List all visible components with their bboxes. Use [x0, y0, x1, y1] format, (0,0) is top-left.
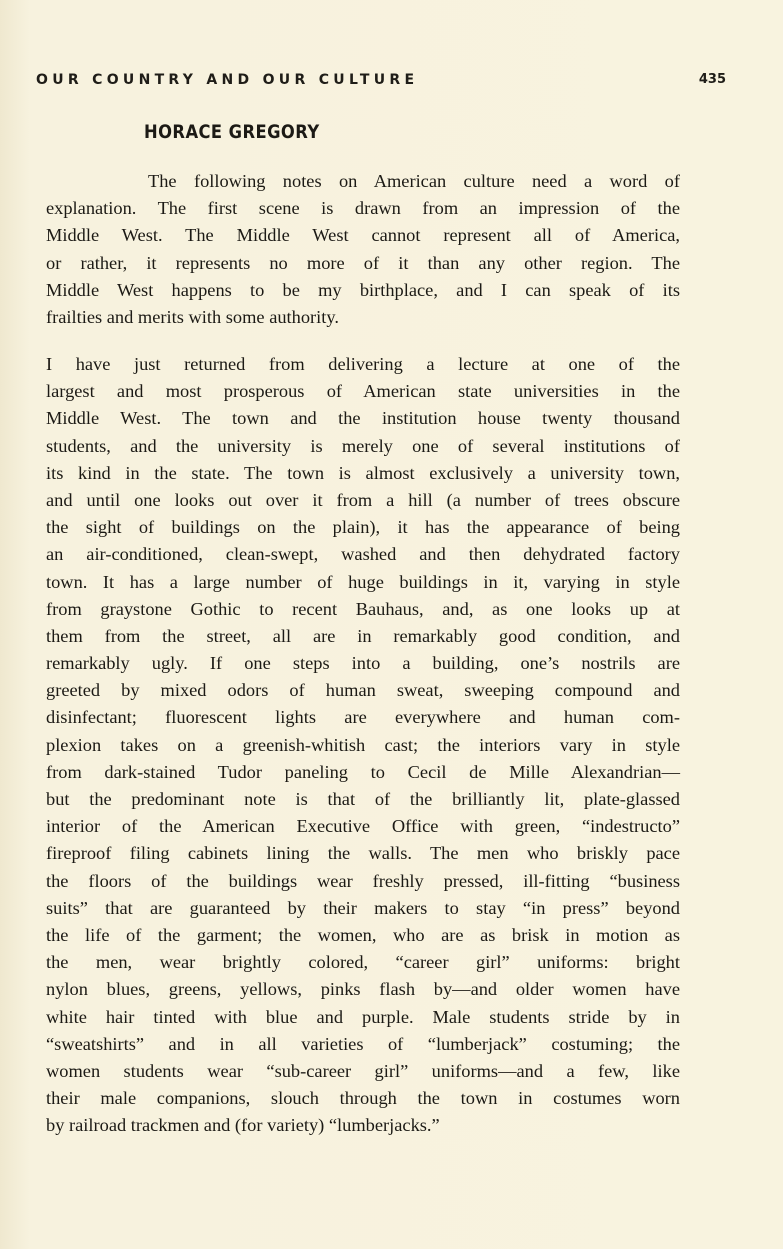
text-line: fireproof filing cabinets lining the walls. The men who briskly pace	[46, 843, 680, 864]
text-line: town. It has a large number of huge buildings in it, varying in style	[46, 571, 680, 592]
text-line: the life of the garment; the women, who are as brisk in motion as	[46, 924, 680, 945]
text-line: Middle West. The town and the institution house twenty thousand	[46, 408, 680, 429]
text-line: Middle West happens to be my birthplace, and I can speak of its	[46, 279, 680, 300]
text-line: interior of the American Executive Office with green, “indestructo”	[46, 816, 680, 837]
text-line: I have just returned from delivering a lecture at one of the	[46, 354, 680, 374]
text-line: the sight of buildings on the plain), it has the appearance of being	[46, 517, 680, 538]
running-head	[36, 72, 726, 92]
paragraph-main	[46, 351, 680, 1139]
text-line: its kind in the state. The town is almost exclusively a university town,	[46, 462, 680, 483]
text-line: The following notes on American culture need a word of	[148, 171, 680, 191]
text-line: “sweatshirts” and in all varieties of “lumberjack” costuming; the	[46, 1033, 680, 1054]
text-line: them from the street, all are in remarkably good condition, and	[46, 625, 680, 646]
text-line: from dark-stained Tudor paneling to Cecil de Mille Alexandrian—	[46, 761, 680, 782]
text-line: plexion takes on a greenish-whitish cast; the interiors vary in style	[46, 734, 680, 755]
text-line: their male companions, slouch through the town in costumes worn	[46, 1088, 680, 1109]
author-heading: HORACE GREGORY	[144, 121, 320, 143]
text-line: Middle West. The Middle West cannot represent all of America,	[46, 225, 680, 246]
text-line: and until one looks out over it from a hill (a number of trees obscure	[46, 489, 680, 510]
text-line: explanation. The first scene is drawn from an impression of the	[46, 198, 680, 219]
text-line: frailties and merits with some authority.	[46, 306, 339, 327]
text-line: students, and the university is merely one of several institutions of	[46, 435, 680, 456]
text-line: the men, wear brightly colored, “career girl” uniforms: bright	[46, 952, 680, 973]
running-title: OUR COUNTRY AND OUR CULTURE	[36, 72, 419, 88]
text-line: largest and most prosperous of American state universities in the	[46, 381, 680, 402]
text-line: women students wear “sub-career girl” uniforms—and a few, like	[46, 1060, 680, 1081]
text-line: white hair tinted with blue and purple. Male students stride by in	[46, 1006, 680, 1027]
text-line: greeted by mixed odors of human sweat, sweeping compound and	[46, 680, 680, 701]
page-number: 435	[698, 72, 726, 87]
text-line: remarkably ugly. If one steps into a building, one’s nostrils are	[46, 653, 680, 674]
text-line: an air-conditioned, clean-swept, washed and then dehydrated factory	[46, 544, 680, 565]
text-line: by railroad trackmen and (for variety) “lumberjacks.”	[46, 1115, 440, 1136]
text-line: from graystone Gothic to recent Bauhaus, and, as one looks up at	[46, 598, 680, 619]
text-line: suits” that are guaranteed by their makers to stay “in press” beyond	[46, 897, 680, 918]
text-line: the floors of the buildings wear freshly pressed, ill-fitting “business	[46, 870, 680, 891]
text-line: disinfectant; fluorescent lights are everywhere and human com-	[46, 707, 680, 728]
text-line: nylon blues, greens, yellows, pinks flash by—and older women have	[46, 979, 680, 1000]
text-line: but the predominant note is that of the brilliantly lit, plate-glassed	[46, 789, 680, 809]
text-line: or rather, it represents no more of it than any other region. The	[46, 252, 680, 273]
paragraph-intro	[46, 168, 680, 331]
